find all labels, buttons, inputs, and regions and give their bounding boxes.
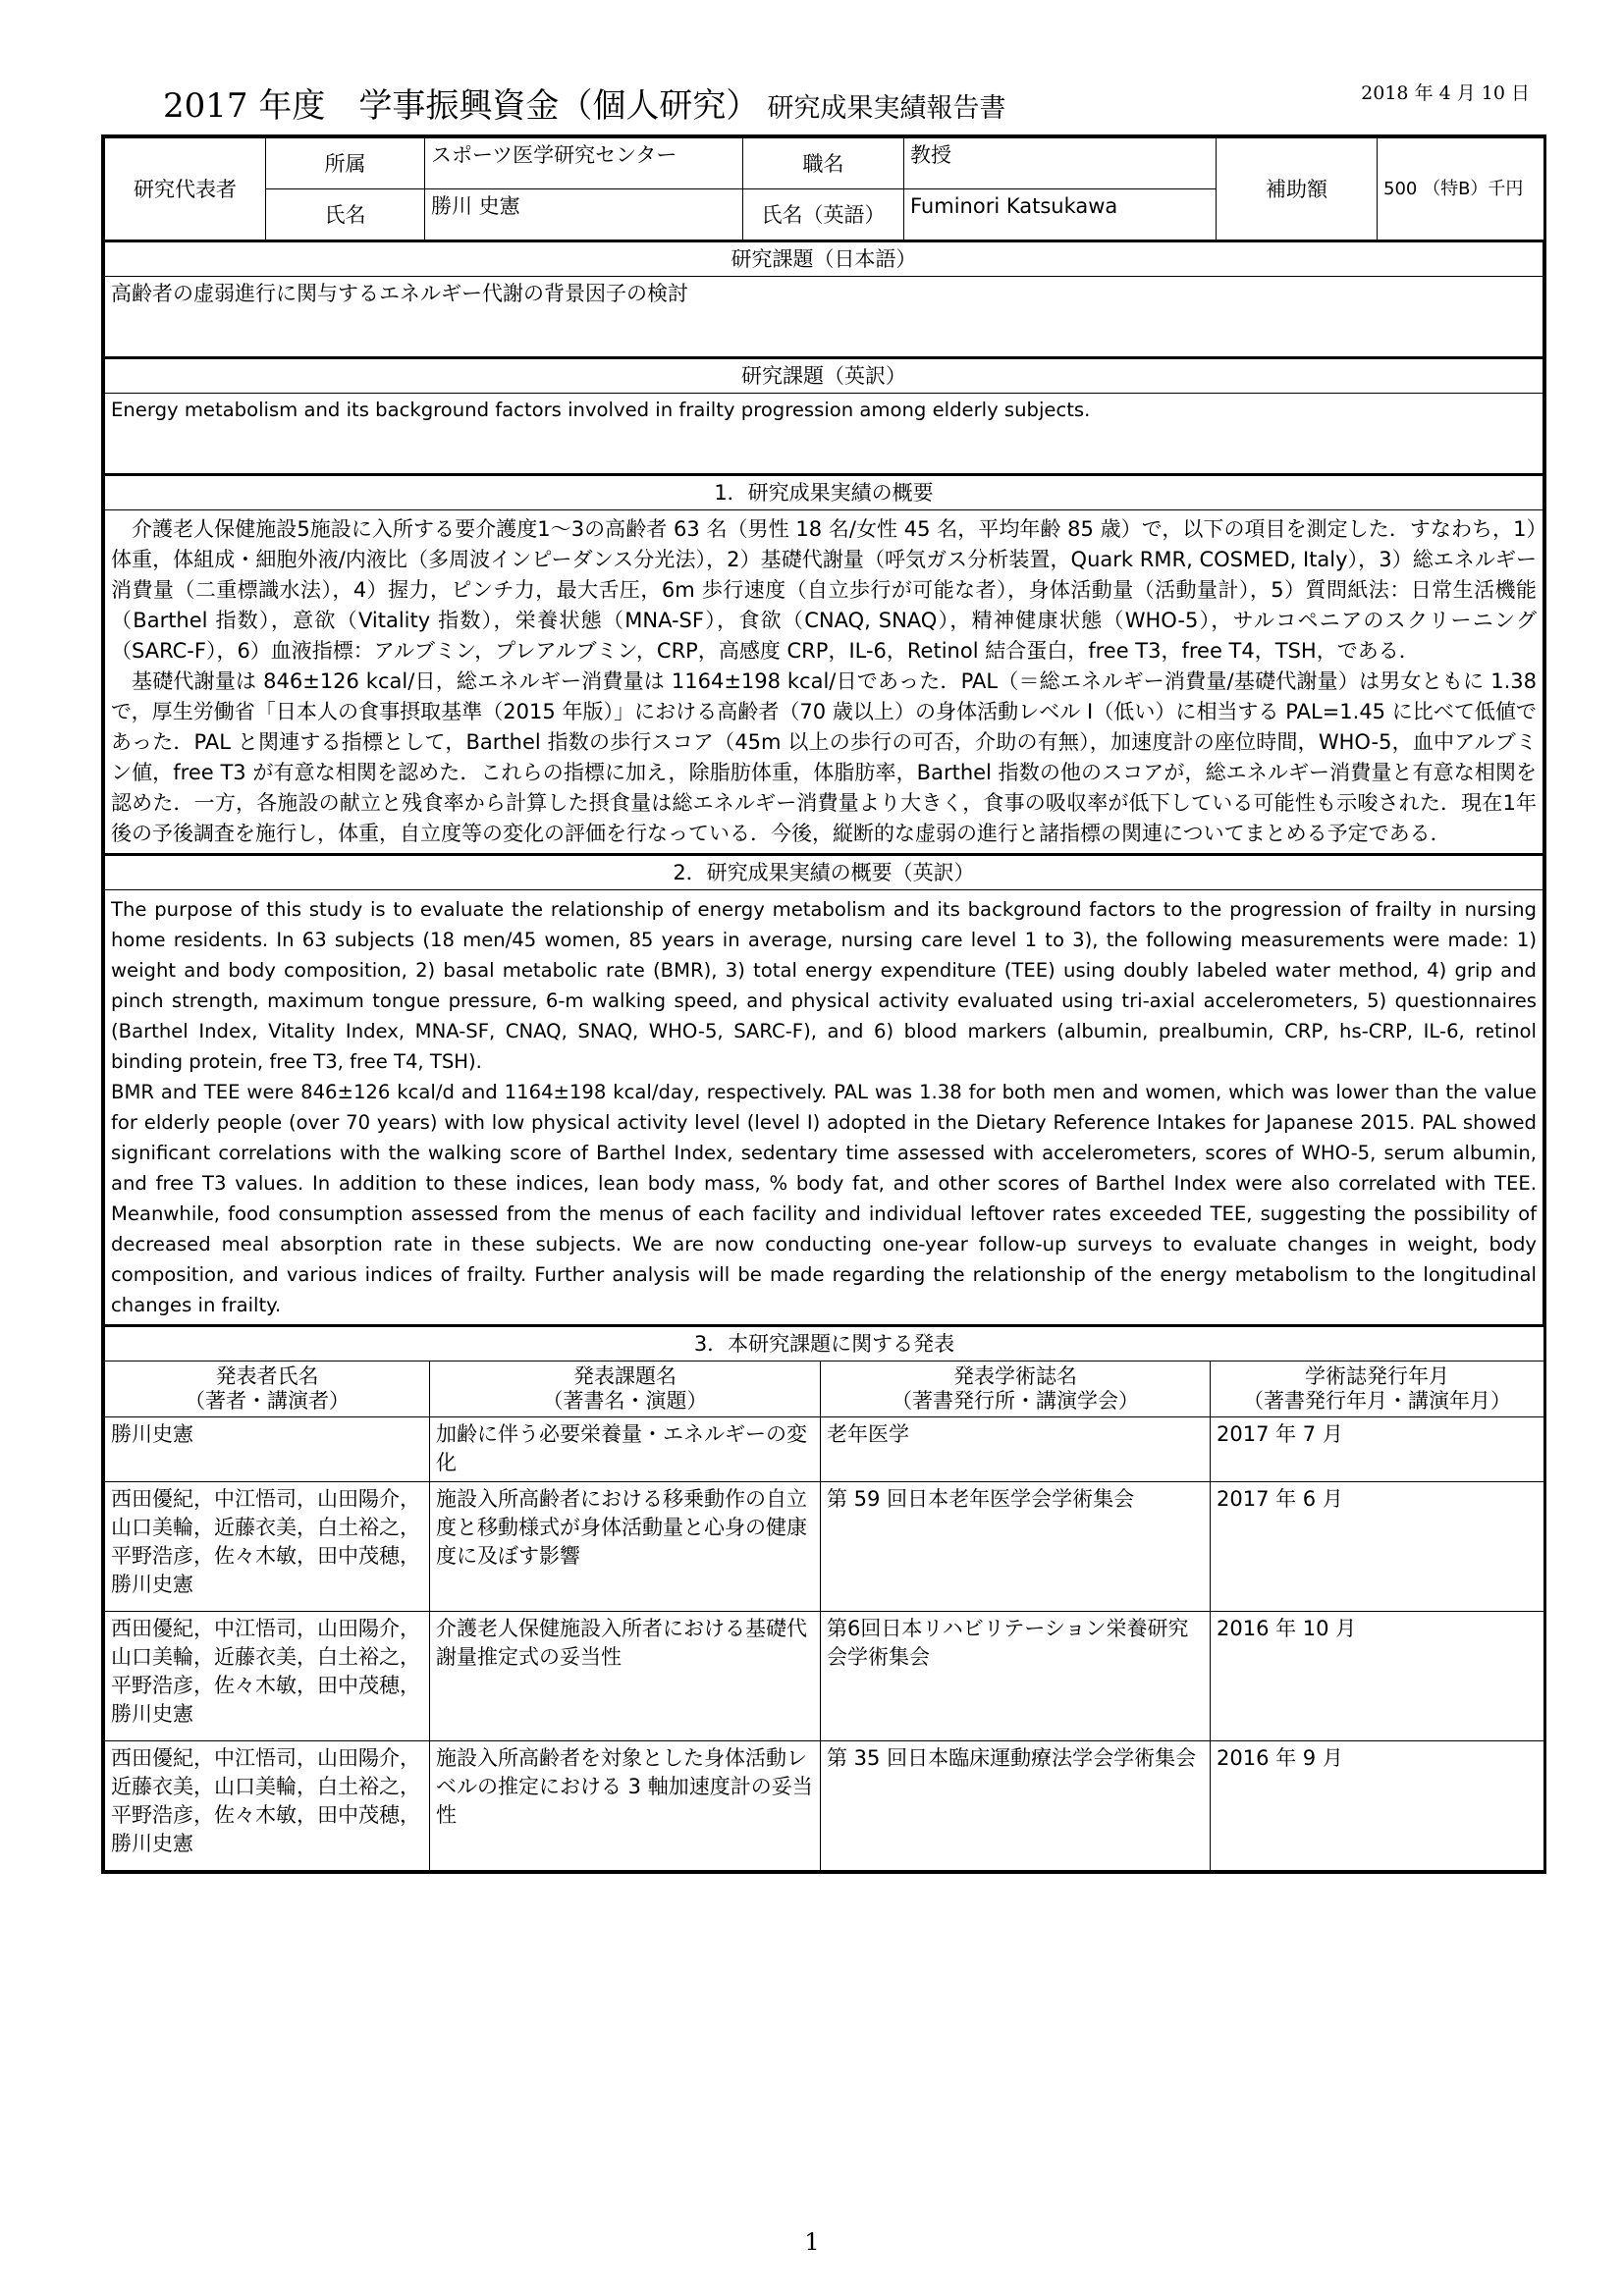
column-header-venue: 発表学術誌名 （著書発行所・講演学会） — [821, 1362, 1211, 1417]
pub-venue: 第6回日本リハビリテーション栄養研究会学術集会 — [821, 1612, 1211, 1741]
summary-jp-body — [105, 510, 1543, 854]
table-row — [105, 1417, 1544, 1482]
summary-jp-header: 1．研究成果実績の概要 — [105, 475, 1543, 510]
pub-title: 加齢に伴う必要栄養量・エネルギーの変化 — [430, 1417, 821, 1482]
grant-value: 500 （特B）千円 — [1378, 138, 1544, 240]
summary-en-header: 2．研究成果実績の概要（英訳） — [105, 855, 1543, 890]
column-header-date: 学術誌発行年月 （著書発行年月・講演年月） — [1211, 1362, 1544, 1417]
pub-date: 2017 年 6 月 — [1211, 1482, 1544, 1612]
publications-section — [104, 1325, 1544, 1871]
report-title-main: 2017 年度 学事振興資金（個人研究） — [163, 86, 760, 126]
summary-jp-paragraph: 介護老人保健施設5施設に入所する要介護度1～3の高齢者 63 名（男性 18 名/女性 45 名，平均年齢 85 歳）で，以下の項目を測定した．すなわち，1）体重，体組成・細胞外液/内液比（多周波インピーダンス分光法），2）基礎代謝量（呼気ガス分析装置，Quark RMR, COSMED, Italy），3）総エネルギー消費量（二重標識水法），4）握力，ピンチ力，最大舌圧，6m 歩行速度（自立歩行が可能な者），身体活動量（活動量計），5）質問紙法：日常生活機能（Barthel 指数），意欲（Vitality 指数），栄養状態（MNA-SF），食欲（CNAQ, SNAQ），精神健康状態（WHO-5），サルコペニアのスクリーニング（SARC-F），6）血液指標：アルブミン，プレアルブミン，CRP，高感度 CRP，IL-6，Retinol 結合蛋白，free T3，free T4，TSH，である． — [111, 517, 1537, 663]
title-jp-section — [104, 240, 1543, 357]
pub-venue: 第 35 回日本臨床運動療法学会学術集会 — [821, 1741, 1211, 1871]
title-en-header: 研究課題（英訳） — [105, 358, 1543, 394]
pub-authors: 西田優紀，中江悟司，山田陽介，山口美輪，近藤衣美，白土裕之，平野浩彦，佐々木敏，田中茂穂，勝川史憲 — [105, 1482, 430, 1612]
table-row — [105, 1612, 1544, 1741]
table-row — [105, 1741, 1544, 1871]
report-title-sub: 研究成果実績報告書 — [767, 93, 1006, 124]
pub-date: 2017 年 7 月 — [1211, 1417, 1544, 1482]
name-en-value: Fuminori Katsukawa — [904, 189, 1217, 240]
pub-authors: 西田優紀，中江悟司，山田陽介，近藤衣美，山口美輪，白土裕之，平野浩彦，佐々木敏，田中茂穂，勝川史憲 — [105, 1741, 430, 1871]
title-jp-value: 高齢者の虚弱進行に関与するエネルギー代謝の背景因子の検討 — [105, 277, 1543, 357]
column-header-authors: 発表者氏名 （著者・講演者） — [105, 1362, 430, 1417]
position-value: 教授 — [904, 138, 1217, 189]
title-jp-header: 研究課題（日本語） — [105, 241, 1543, 277]
affiliation-value: スポーツ医学研究センター — [425, 138, 743, 189]
name-label: 氏名 — [266, 189, 425, 240]
info-table — [104, 137, 1544, 240]
name-en-label: 氏名（英語） — [743, 189, 904, 240]
summary-en-section — [104, 854, 1543, 1325]
title-en-section — [104, 357, 1543, 474]
grant-label: 補助額 — [1217, 138, 1378, 240]
pub-authors: 勝川史憲 — [105, 1417, 430, 1482]
pub-title: 施設入所高齢者における移乗動作の自立度と移動様式が身体活動量と心身の健康度に及ぼす影響 — [430, 1482, 821, 1612]
page-number: 1 — [804, 2228, 820, 2256]
pub-title: 介護老人保健施設入所者における基礎代謝量推定式の妥当性 — [430, 1612, 821, 1741]
pub-venue: 老年医学 — [821, 1417, 1211, 1482]
report-date: 2018 年 4 月 10 日 — [1361, 82, 1530, 104]
position-label: 職名 — [743, 138, 904, 189]
name-value: 勝川 史憲 — [425, 189, 743, 240]
title-en-value: Energy metabolism and its background factors involved in frailty progression among elderly subjects. — [105, 394, 1543, 474]
summary-en-paragraph: BMR and TEE were 846±126 kcal/d and 1164±198 kcal/day, respectively. PAL was 1.38 for both men and women, which was lower than the value for elderly people (over 70 years) with low physical activity level (level I) adopted in the Dietary Reference Intakes for Japanese 2015. PAL showed significant correlations with the walking score of Barthel Index, sedentary time assessed with accelerometers, scores of WHO-5, serum albumin, and free T3 values. In addition to these indices, lean body mass, % body fat, and other scores of Barthel Index were also correlated with TEE. Meanwhile, food consumption assessed from the menus of each facility and individual leftover rates exceeded TEE, suggesting the possibility of decreased meal absorption rate in these subjects. We are now conducting one-year follow-up surveys to evaluate changes in weight, body composition, and various indices of frailty. Further analysis will be made regarding the relationship of the energy metabolism to the longitudinal changes in frailty. — [111, 1081, 1537, 1316]
affiliation-label: 所属 — [266, 138, 425, 189]
pub-date: 2016 年 9 月 — [1211, 1741, 1544, 1871]
summary-en-paragraph: The purpose of this study is to evaluate the relationship of energy metabolism and its background factors to the progression of frailty in nursing home residents. In 63 subjects (18 men/45 women, 85 years in average, nursing care level 1 to 3), the following measurements were made: 1) weight and body composition, 2) basal metabolic rate (BMR), 3) total energy expenditure (TEE) using doubly labeled water method, 4) grip and pinch strength, maximum tongue pressure, 6-m walking speed, and physical activity evaluated using tri-axial accelerometers, 5) questionnaires (Barthel Index, Vitality Index, MNA-SF, CNAQ, SNAQ, WHO-5, SARC-F), and 6) blood markers (albumin, prealbumin, CRP, hs-CRP, IL-6, retinol binding protein, free T3, free T4, TSH). — [111, 898, 1537, 1073]
pub-venue: 第 59 回日本老年医学会学術集会 — [821, 1482, 1211, 1612]
column-header-title: 発表課題名 （著書名・演題） — [430, 1362, 821, 1417]
publications-column-headers — [105, 1362, 1544, 1417]
summary-en-body — [105, 890, 1543, 1325]
report-frame — [101, 134, 1546, 1874]
representative-label: 研究代表者 — [105, 138, 266, 240]
summary-jp-section — [104, 474, 1543, 854]
table-row — [105, 1482, 1544, 1612]
publications-header: 3．本研究課題に関する発表 — [105, 1326, 1544, 1362]
summary-jp-paragraph: 基礎代謝量は 846±126 kcal/日，総エネルギー消費量は 1164±198 kcal/日であった．PAL（＝総エネルギー消費量/基礎代謝量）は男女ともに 1.38 で，厚生労働省「日本人の食事摂取基準（2015 年版）」における高齢者（70 歳以上）の身体活動レベル I（低い）に相当する PAL=1.45 に比べて低値であった．PAL と関連する指標として，Barthel 指数の歩行スコア（45m 以上の歩行の可否，介助の有無），加速度計の座位時間，WHO-5，血中アルブミン値，free T3 が有意な相関を認めた．これらの指標に加え，除脂肪体重，体脂肪率，Barthel 指数の他のスコアが，総エネルギー消費量と有意な相関を認めた．一方，各施設の献立と残食率から計算した摂食量は総エネルギー消費量より大きく，食事の吸収率が低下している可能性も示唆された．現在1年後の予後調査を施行し，体重，自立度等の変化の評価を行なっている．今後，縦断的な虚弱の進行と諸指標の関連についてまとめる予定である． — [111, 669, 1537, 845]
pub-authors: 西田優紀，中江悟司，山田陽介，山口美輪，近藤衣美，白土裕之，平野浩彦，佐々木敏，田中茂穂，勝川史憲 — [105, 1612, 430, 1741]
pub-title: 施設入所高齢者を対象とした身体活動レベルの推定における 3 軸加速度計の妥当性 — [430, 1741, 821, 1871]
page-title — [163, 79, 1005, 127]
pub-date: 2016 年 10 月 — [1211, 1612, 1544, 1741]
